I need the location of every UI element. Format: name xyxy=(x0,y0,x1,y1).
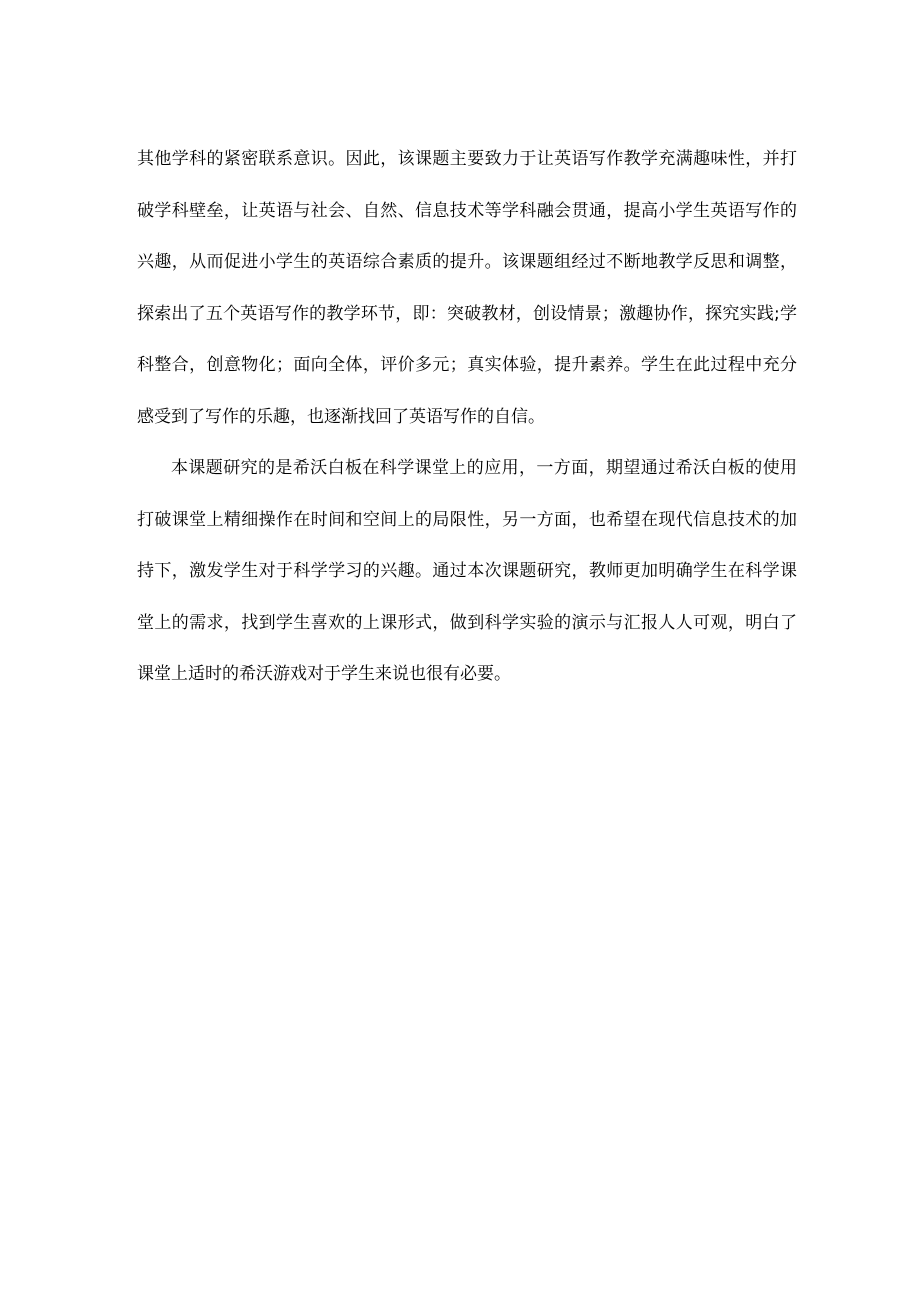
document-body xyxy=(137,134,797,701)
paragraph-research-summary: 本课题研究的是希沃白板在科学课堂上的应用，一方面，期望通过希沃白板的使用打破课堂上精细操作在时间和空间上的局限性，另一方面，也希望在现代信息技术的加持下，激发学生对于科学学习的兴趣。通过本次课题研究，教师更加明确学生在科学课堂上的需求，找到学生喜欢的上课形式，做到科学实验的演示与汇报人人可观，明白了课堂上适时的希沃游戏对于学生来说也很有必要。 xyxy=(137,458,797,684)
paragraph-continuation: 其他学科的紧密联系意识。因此，该课题主要致力于让英语写作教学充满趣味性，并打破学科壁垒，让英语与社会、自然、信息技术等学科融会贯通，提高小学生英语写作的兴趣，从而促进小学生的英语综合素质的提升。该课题组经过不断地教学反思和调整，探索出了五个英语写作的教学环节，即：突破教材，创设情景；激趣协作，探究实践;学科整合，创意物化；面向全体，评价多元；真实体验，提升素养。学生在此过程中充分感受到了写作的乐趣，也逐渐找回了英语写作的自信。 xyxy=(137,149,797,427)
